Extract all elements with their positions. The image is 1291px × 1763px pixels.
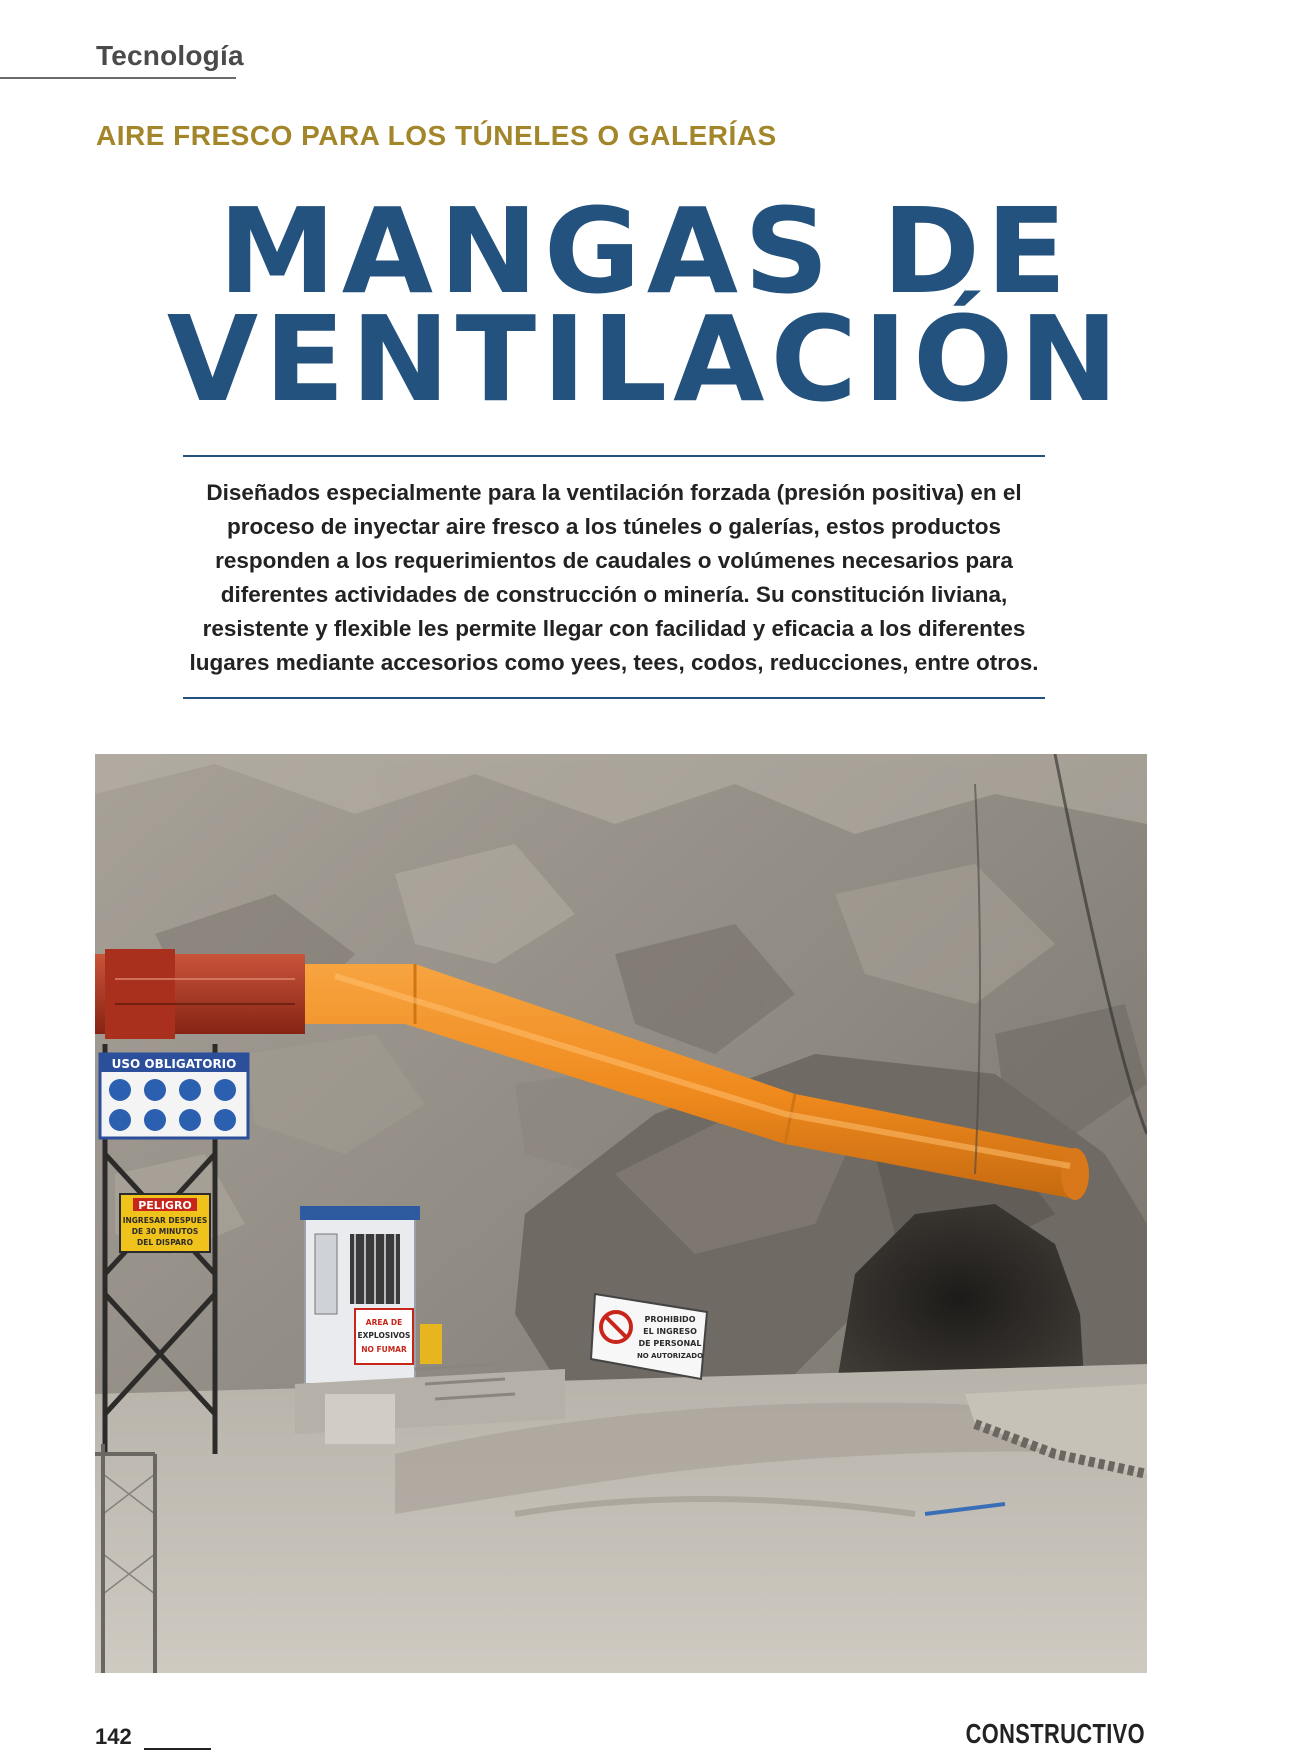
page-number-rule: [144, 1748, 211, 1750]
sign-peligro-title: PELIGRO: [138, 1199, 192, 1212]
tunnel-photo: [95, 754, 1147, 1673]
sign-prohibido-line4: NO AUTORIZADO: [636, 1352, 704, 1360]
sign-prohibido-line2: EL INGRESO: [643, 1327, 697, 1336]
sign-peligro-line2: DE 30 MINUTOS: [131, 1227, 199, 1236]
article-kicker: AIRE FRESCO PARA LOS TÚNELES O GALERÍAS: [96, 120, 777, 151]
sign-cabin-line2: EXPLOSIVOS: [357, 1331, 411, 1340]
sign-prohibido-line3: DE PERSONAL: [638, 1339, 702, 1348]
sign-peligro-line3: DEL DISPARO: [137, 1238, 193, 1247]
sign-peligro: [120, 1194, 210, 1252]
fan-unit: [95, 949, 305, 1039]
lead-bottom-rule: [183, 697, 1045, 699]
sign-prohibido-line1: PROHIBIDO: [644, 1315, 696, 1324]
magazine-brand: CONSTRUCTIVO: [965, 1718, 1145, 1749]
headline-line-1: MANGAS DE: [218, 182, 1073, 320]
sign-peligro-line1: INGRESAR DESPUES: [122, 1216, 208, 1225]
headline-line-2: VENTILACIÓN: [166, 290, 1125, 428]
sign-cabin-line3: NO FUMAR: [361, 1345, 407, 1354]
section-tag: Tecnología: [96, 40, 244, 71]
lead-paragraph: Diseñados especialmente para la ventilación forzada (presión positiva) en el proceso de inyectar aire fresco a los túneles o galerías, estos productos responden a los requerimientos de caudales o volúmenes necesarios para diferentes actividades de construcción o minería. Su constitución liviana, resistente y flexible les permite llegar con facilidad y eficacia a los diferentes lugares mediante accesorios como yees, tees, codos, reducciones, entre otros.: [189, 480, 1039, 675]
sign-cabin-line1: AREA DE: [365, 1318, 403, 1327]
page-number: 142: [95, 1724, 132, 1749]
lead-top-rule: [183, 455, 1045, 457]
section-rule: [0, 77, 236, 79]
sign-uso-obligatorio: [100, 1054, 248, 1138]
sign-uso-text: USO OBLIGATORIO: [111, 1057, 237, 1071]
